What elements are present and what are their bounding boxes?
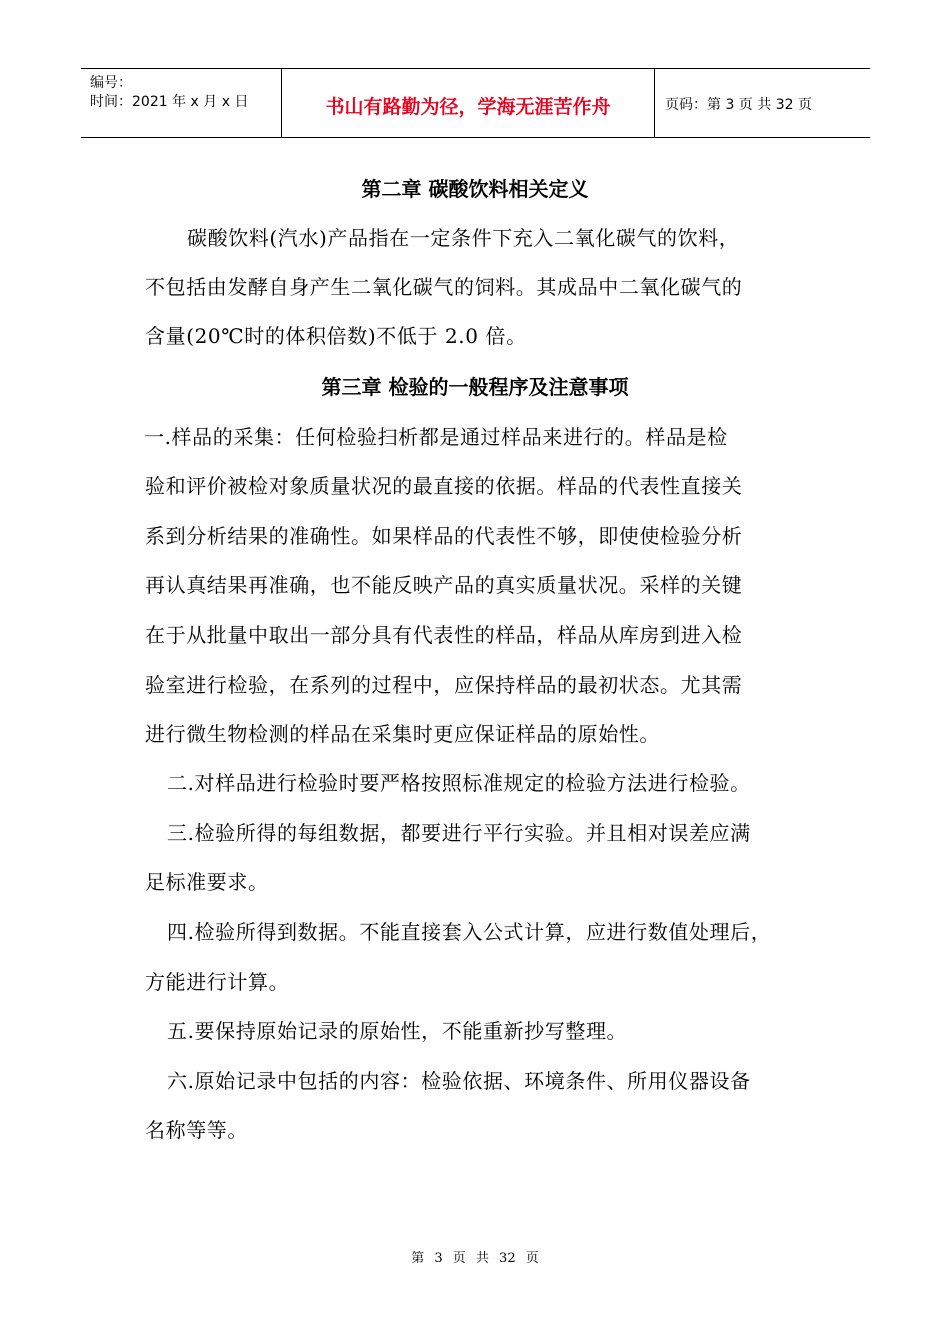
body-line: 四.检验所得到数据。不能直接套入公式计算，应进行数值处理后， <box>167 920 772 944</box>
body-line: 进行微生物检测的样品在采集时更应保证样品的原始性。 <box>145 722 660 746</box>
body-line: 三.检验所得的每组数据，都要进行平行实验。并且相对误差应满 <box>167 821 751 845</box>
page-header <box>81 68 870 138</box>
body-line: 在于从批量中取出一部分具有代表性的样品，样品从库房到进入检 <box>145 623 743 647</box>
body-line: 不包括由发酵自身产生二氧化碳气的饲料。其成品中二氧化碳气的 <box>145 275 743 299</box>
chapter2-heading: 第二章 碳酸饮料相关定义 <box>361 177 589 201</box>
body-line: 一.样品的采集：任何检验扫析都是通过样品来进行的。样品是检 <box>144 425 728 449</box>
body-line: 五.要保持原始记录的原始性，不能重新抄写整理。 <box>167 1019 628 1043</box>
body-line: 足标准要求。 <box>145 870 269 894</box>
body-line: 再认真结果再准确，也不能反映产品的真实质量状况。采样的关键 <box>145 573 743 597</box>
number-label: 编号： <box>90 75 132 91</box>
header-motto: 书山有路勤为径，学海无涯苦作舟 <box>325 96 611 118</box>
header-meta-cell <box>81 69 282 137</box>
body-line: 方能进行计算。 <box>145 970 290 994</box>
body-line: 名称等等。 <box>145 1118 248 1142</box>
body-line: 含量(20℃时的体积倍数)不低于 2.0 倍。 <box>145 324 527 348</box>
body-line: 六.原始记录中包括的内容：检验依据、环境条件、所用仪器设备 <box>167 1069 751 1093</box>
header-page-cell <box>655 69 870 137</box>
body-line: 系到分析结果的准确性。如果样品的代表性不够，即使使检验分析 <box>145 524 743 548</box>
time-label: 时间：2021 年 x 月 x 日 <box>90 94 249 110</box>
body-line: 验和评价被检对象质量状况的最直接的依据。样品的代表性直接关 <box>145 474 743 498</box>
body-line: 二.对样品进行检验时要严格按照标准规定的检验方法进行检验。 <box>167 771 751 795</box>
header-motto-cell <box>282 69 655 137</box>
body-line: 验室进行检验，在系列的过程中，应保持样品的最初状态。尤其需 <box>145 673 743 697</box>
chapter3-heading: 第三章 检验的一般程序及注意事项 <box>321 375 629 399</box>
body-line: 碳酸饮料(汽水)产品指在一定条件下充入二氧化碳气的饮料， <box>187 226 740 250</box>
page-footer: 第 3 页 共 32 页 <box>411 1251 539 1266</box>
header-page-info: 页码：第 3 页 共 32 页 <box>665 97 812 113</box>
